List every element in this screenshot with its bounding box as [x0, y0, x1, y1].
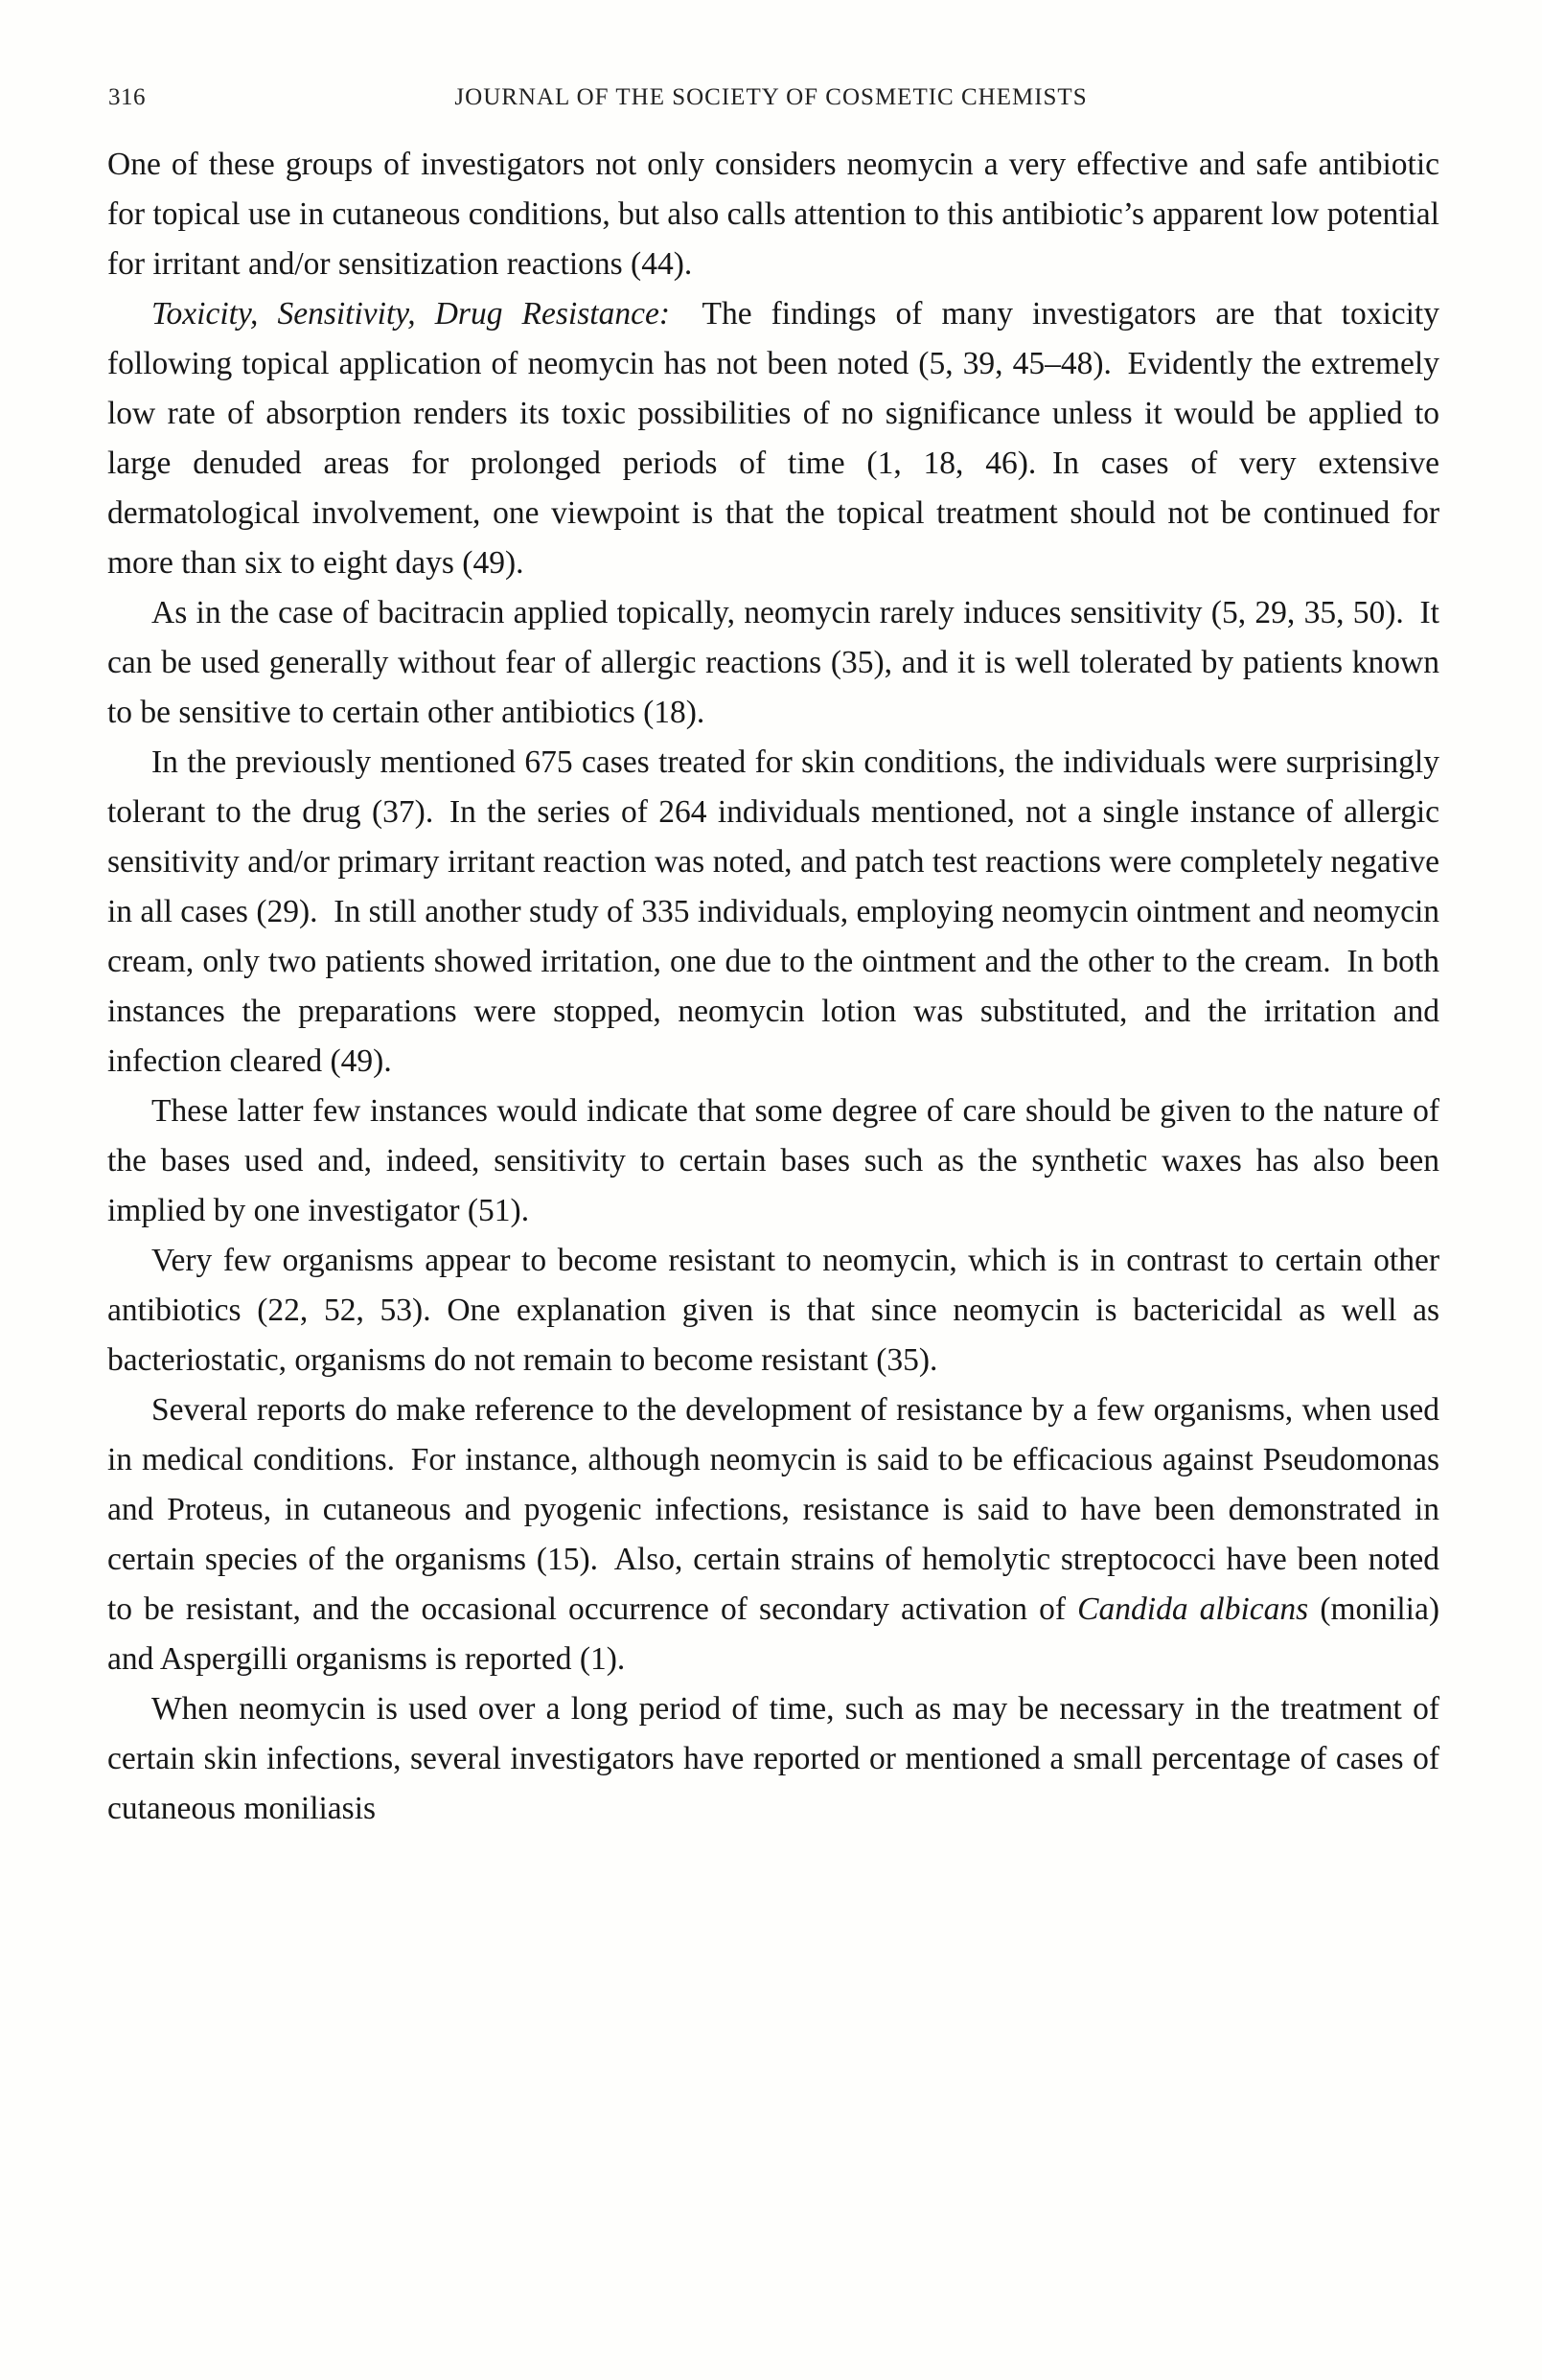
text-run: Very few organisms appear to become resistant to neomycin, which is in contrast to certain other antibiotics (22, 52, 53). One explanation given is that since neomycin is bactericidal as well as bacteriostatic, organisms do not remain to become resistant (35).	[107, 1243, 1439, 1378]
text-run: In the previously mentioned 675 cases treated for skin conditions, the individuals were surprisingly tolerant to the drug (37). In the series of 264 individuals mentioned, not a single instance of allergic sensitivity and/or primary irritant reaction was noted, and patch test reactions were completely negative in all cases (29). In still another study of 335 individuals, employing neomycin ointment and neomycin cream, only two patients showed irritation, one due to the ointment and the other to the cream. In both instances the preparations were stopped, neomycin lotion was substituted, and the irritation and infection cleared (49).	[107, 744, 1440, 1079]
page-number: 316	[108, 84, 146, 110]
text-run: One of these groups of investigators not only considers neomycin a very effective and safe antibiotic for topical use in cutaneous conditions, but also calls attention to this antibiotic’s apparent low potential for irritant and/or sensitization reactions (44).	[107, 147, 1439, 282]
italic-text-run: Toxicity, Sensitivity, Drug Resistance:	[151, 296, 670, 332]
text-run: When neomycin is used over a long period of time, such as may be necessary in the treatment of certain skin infections, several investigators have reported or mentioned a small percentage of cases of cutaneous moniliasis	[107, 1691, 1439, 1826]
journal-title: JOURNAL OF THE SOCIETY OF COSMETIC CHEMISTS	[454, 84, 1088, 110]
text-run: (monilia) and Aspergilli organisms is reported (1).	[107, 1591, 1439, 1677]
article-body	[107, 140, 1439, 1834]
text-run: The findings of many investigators are that toxicity following topical application of neomycin has not been noted (5, 39, 45–48). Evidently the extremely low rate of absorption renders its toxic possibilities of no significance unless it would be applied to large denuded areas for prolonged periods of time (1, 18, 46). In cases of very extensive dermatological involvement, one viewpoint is that the topical treatment should not be continued for more than six to eight days (49).	[107, 296, 1439, 581]
italic-text-run: Candida albicans	[1077, 1591, 1309, 1627]
paragraph	[107, 289, 1439, 588]
paragraph	[107, 1385, 1439, 1684]
paragraph	[107, 1684, 1439, 1834]
paragraph	[107, 140, 1439, 289]
text-run: As in the case of bacitracin applied topically, neomycin rarely induces sensitivity (5, 29, 35, 50). It can be used generally without fear of allergic reactions (35), and it is well tolerated by patients known to be sensitive to certain other antibiotics (18).	[107, 595, 1439, 730]
text-run: These latter few instances would indicate that some degree of care should be given to the nature of the bases used and, indeed, sensitivity to certain bases such as the synthetic waxes has also been implied by one investigator (51).	[107, 1093, 1439, 1228]
paragraph	[107, 1236, 1439, 1385]
paragraph	[107, 1087, 1439, 1236]
paragraph	[107, 588, 1439, 738]
text-run: Several reports do make reference to the development of resistance by a few organisms, when used in medical conditions. For instance, although neomycin is said to be efficacious against Pseudomonas and Proteus, in cutaneous and pyogenic infections, resistance is said to have been demonstrated in certain species of the organisms (15). Also, certain strains of hemolytic streptococci have been noted to be resistant, and the occasional occurrence of secondary activation of	[107, 1392, 1439, 1627]
running-head	[0, 84, 1542, 111]
paragraph	[107, 738, 1439, 1087]
